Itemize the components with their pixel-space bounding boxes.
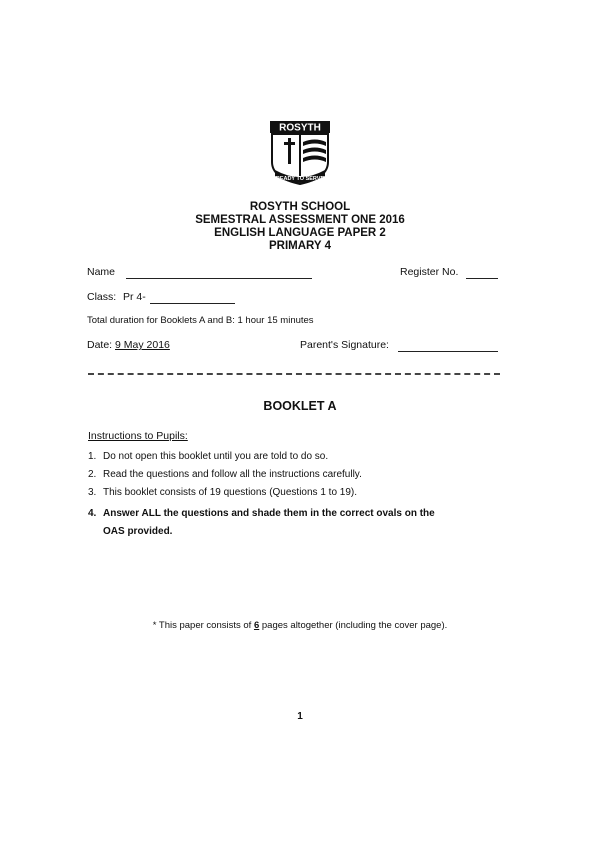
register-label: Register No. [400,266,459,278]
class-value: Pr 4- [123,291,146,303]
instruction-number: 3. [88,487,97,498]
crest-top-text: ROSYTH [279,122,321,134]
instruction-text: This booklet consists of 19 questions (Questions 1 to 19). [103,487,358,498]
instruction-item [88,469,488,480]
instruction-text: Answer ALL the questions and shade them in the correct ovals on the OAS provided. [103,508,435,537]
crest-motto: READY TO SERVE [275,176,325,182]
note-prefix: * This paper consists of [152,620,254,631]
class-label: Class: [87,291,117,303]
note-pages: 6 [253,620,260,631]
name-label: Name [87,266,116,278]
page-count-note [0,620,600,631]
level-title: PRIMARY 4 [269,240,331,252]
duration-text: Total duration for Booklets A and B: 1 hour 15 minutes [87,315,314,326]
school-name: ROSYTH SCHOOL [249,201,351,213]
instruction-item [88,451,488,462]
class-field[interactable] [150,289,235,304]
date-label: Date: [87,339,113,351]
date-value: 9 May 2016 [115,339,170,351]
page-number: 1 [297,711,303,722]
school-crest [262,118,338,190]
instruction-text: Read the questions and follow all the instructions carefully. [103,469,362,480]
signature-label: Parent's Signature: [300,339,389,351]
booklet-title: BOOKLET A [263,399,337,413]
name-field[interactable] [126,264,312,279]
instruction-number: 1. [88,451,97,462]
register-field[interactable] [466,264,498,279]
assessment-title: SEMESTRAL ASSESSMENT ONE 2016 [195,214,405,226]
note-suffix: pages altogether (including the cover page). [259,620,448,631]
paper-title: ENGLISH LANGUAGE PAPER 2 [214,227,386,239]
instruction-item [88,487,488,498]
instructions-title: Instructions to Pupils: [88,430,188,442]
instruction-text: Do not open this booklet until you are told to do so. [103,451,329,462]
instruction-number: 4. [88,508,97,519]
signature-field[interactable] [398,337,498,352]
instruction-item [88,505,488,541]
instruction-number: 2. [88,469,97,480]
section-divider [88,373,500,375]
